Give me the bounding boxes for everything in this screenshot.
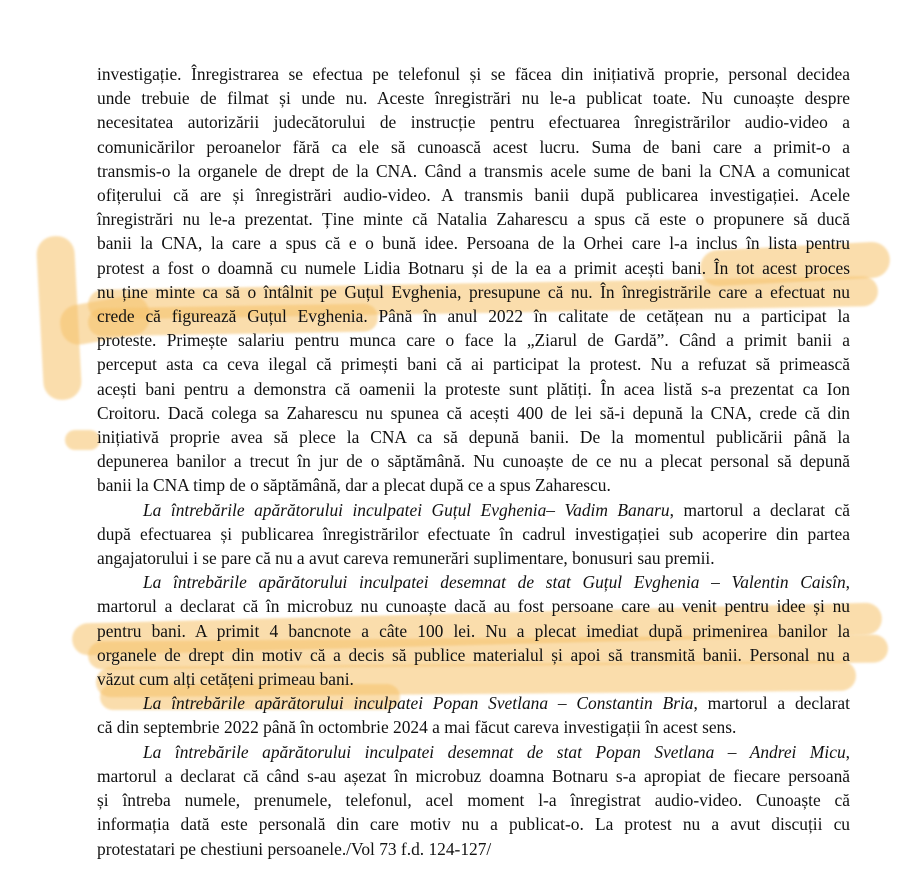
text-line: [97, 740, 850, 764]
question-label: La întrebările apărătorului inculpatei Guțul Evghenia– Vadim Banaru: [143, 499, 670, 520]
text-line: inițiativă proprie avea să plece la CNA ca să depună banii. De la momentul publicării până la: [97, 427, 850, 448]
document-body: [97, 62, 850, 861]
text-line: după efectuarea și publicarea înregistrărilor efectuate în cadrul investigației sub acoperire din partea: [97, 523, 850, 544]
text-fragment: , martorul a declarat: [693, 693, 850, 714]
text-line: angajatorului i se pare că nu a avut careva remunerări suplimentare, bonusuri sau premii.: [97, 548, 715, 569]
paragraph-question-3: [97, 691, 850, 739]
text-line: că din septembrie 2022 până în octombrie 2024 a mai făcut careva investigații în acest sens.: [97, 717, 737, 738]
text-line: banii la CNA, la care a spus că e o bună idee. Persoana de la Orhei care l-a inclus în lista pentru: [97, 233, 850, 254]
text-line: [97, 570, 850, 594]
question-label: La întrebările apărătorului inculpatei desemnat de stat Popan Svetlana – Andrei Micu: [143, 741, 846, 762]
text-line: martorul a declarat că în microbuz nu cunoaște dacă au fost persoane care au venit pentru idee și nu: [97, 596, 850, 617]
text-line: crede că figurează Guțul Evghenia. Până în anul 2022 în calitate de cetățean nu a participat la: [97, 306, 850, 327]
text-line: protest a fost o doamnă cu numele Lidia Botnaru și de la ea a primit acești bani. În tot acest proces: [97, 257, 850, 278]
text-line: investigație. Înregistrarea se efectua pe telefonul și se făcea din inițiativă proprie, personal decidea: [97, 64, 850, 84]
text-line: [97, 691, 850, 715]
question-label: La întrebările apărătorului inculpatei Popan Svetlana – Constantin Bria: [143, 693, 694, 714]
paragraph-testimony: [97, 62, 850, 498]
text-fragment: , martorul a declarat că: [669, 499, 850, 520]
text-line: înregistrări nu le-a prezentat. Ține minte că Natalia Zaharescu a spus că este o propunere să ducă: [97, 209, 850, 230]
question-label: La întrebările apărătorului inculpatei desemnat de stat Guțul Evghenia – Valentin Caisîn: [143, 572, 846, 593]
text-line: transmis-o la organele de drept de la CNA. Când a transmis acele sume de bani la CNA a comunicat: [97, 160, 850, 181]
text-line: unde trebuie de filmat și unde nu. Aceste înregistrări nu le-a publicat toate. Nu cunoaște despre: [97, 88, 850, 109]
text-line: nu ține minte ca să o întâlnit pe Guțul Evghenia, presupune că nu. În înregistrările care a efectuat nu: [97, 281, 850, 302]
text-line: Croitoru. Dacă colega sa Zaharescu nu spunea că acești 400 de lei să-i depună la CNA, crede că din: [97, 402, 850, 423]
text-line: comunicărilor peroanelor fără ca ele să cunoască acest lucru. Suma de bani care a primit-o a: [97, 136, 850, 157]
text-fragment: ,: [845, 741, 850, 762]
text-line: proteste. Primește salariu pentru munca care o face la „Ziarul de Gardă”. Când a primit banii a: [97, 330, 850, 351]
text-line: și întreba numele, prenumele, telefonul, acel moment l-a înregistrat audio-video. Cunoaște că: [97, 790, 850, 811]
text-line: văzut cum alți cetățeni primeau bani.: [97, 669, 354, 690]
highlight-dash: [65, 430, 100, 450]
text-line: martorul a declarat că când s-au așezat în microbuz doamna Botnaru s-a apropiat de fiecare persoană: [97, 765, 850, 786]
paragraph-question-2: [97, 570, 850, 691]
text-line: [97, 498, 850, 522]
paragraph-question-4: [97, 740, 850, 861]
text-line: banii la CNA timp de o săptămână, dar a plecat după ce a spus Zaharescu.: [97, 475, 611, 496]
text-fragment: ,: [845, 572, 850, 593]
text-line: depunerea banilor a trecut în jur de o săptămână. Nu cunoaște de ce nu a plecat personal să depună: [97, 451, 850, 472]
text-line: perceput asta ca ceva ilegal că primești bani că ai participat la protest. Nu a refuzat să primească: [97, 354, 850, 375]
text-line: organele de drept din motiv că a decis să publice materialul și apoi să transmită banii. Personal nu a: [97, 644, 850, 665]
text-line: pentru bani. A primit 4 bancnote a câte 100 lei. Nu a plecat imediat după primenirea banilor la: [97, 620, 850, 641]
text-line: protestatari pe chestiuni persoanele./Vol 73 f.d. 124-127/: [97, 838, 492, 859]
paragraph-question-1: [97, 498, 850, 571]
text-line: informația dată este personală din care motiv nu a publicat-o. La protest nu a avut discuții cu: [97, 814, 850, 835]
text-line: ofițerului că are și înregistrări audio-video. A transmis banii după publicarea investigației. Acele: [97, 185, 850, 206]
text-line: necesitatea autorizării judecătorului de instrucție pentru efectuarea înregistrărilor audio-video a: [97, 112, 850, 133]
text-line: acești bani pentru a demonstra că oamenii la proteste sunt plătiți. În acea listă s-a prezentat ca Ion: [97, 378, 850, 399]
